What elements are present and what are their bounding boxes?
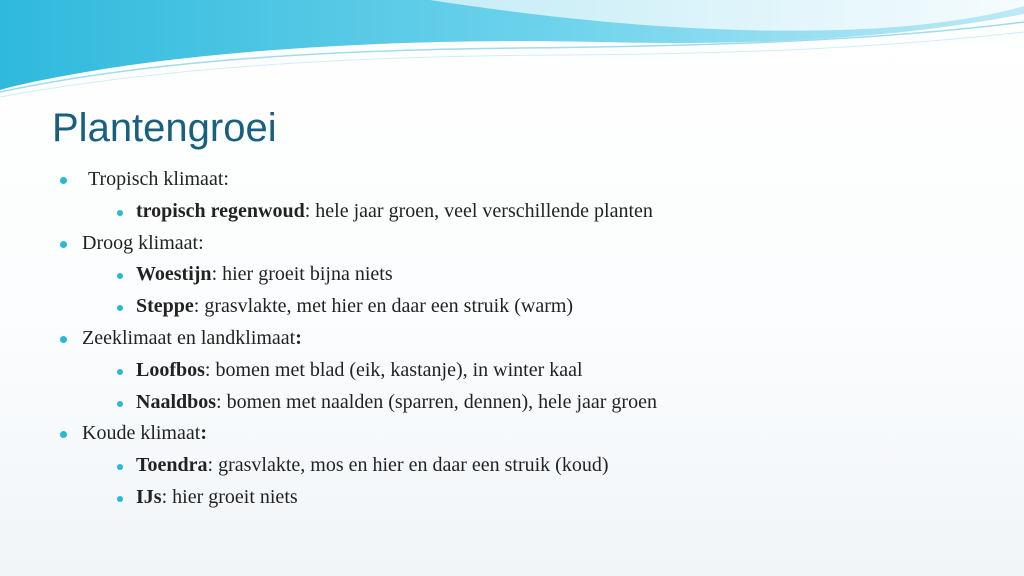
- list-item-description: : hier groeit niets: [161, 485, 298, 508]
- bullet-dot-icon: [60, 177, 67, 184]
- list-item-droog-klimaat: [0, 228, 1024, 260]
- list-item-koude-klimaat: [0, 418, 1024, 450]
- list-item-text: [136, 259, 393, 291]
- list-item-text: [82, 418, 207, 450]
- list-item-tropisch-klimaat: [0, 164, 1024, 196]
- list-item-text: [136, 387, 657, 419]
- bullet-dot-icon: [60, 336, 67, 343]
- list-item-woestijn: [0, 259, 1024, 291]
- list-item-colon: :: [295, 326, 302, 349]
- list-item-text: [136, 482, 298, 514]
- list-item-label: Koude klimaat: [82, 422, 201, 445]
- list-item-text: [82, 323, 302, 355]
- bullet-dot-icon: [117, 369, 123, 375]
- bullet-dot-icon: [117, 210, 123, 216]
- list-item-description: : hele jaar groen, veel verschillende planten: [304, 199, 653, 222]
- slide-title: Plantengroei: [52, 106, 277, 150]
- list-item-text: [136, 355, 583, 387]
- bullet-dot-icon: [117, 273, 123, 279]
- bullet-dot-icon: [60, 431, 67, 438]
- list-item-naaldbos: [0, 387, 1024, 419]
- list-item-loofbos: [0, 355, 1024, 387]
- header-wave-decoration: [0, 0, 1024, 100]
- list-item-colon: :: [200, 422, 207, 445]
- list-item-description: : bomen met naalden (sparren, dennen), hele jaar groen: [216, 390, 657, 413]
- list-item-term: IJs: [136, 485, 162, 508]
- bullet-dot-icon: [117, 401, 123, 407]
- list-item-tropisch-regenwoud: [0, 196, 1024, 228]
- list-item-description: : hier groeit bijna niets: [211, 263, 393, 286]
- list-item-term: Naaldbos: [136, 390, 217, 413]
- list-item-text: [136, 196, 653, 228]
- list-item-description: : grasvlakte, met hier en daar een struik (warm): [193, 295, 574, 318]
- list-item-text: Droog klimaat:: [82, 231, 204, 254]
- list-item-term: tropisch regenwoud: [136, 199, 305, 222]
- bullet-list: [0, 164, 1024, 514]
- list-item-label: Zeeklimaat en landklimaat: [82, 326, 296, 349]
- list-item-term: Steppe: [136, 295, 194, 318]
- list-item-text: [136, 291, 573, 323]
- list-item-text: Tropisch klimaat:: [88, 168, 229, 190]
- bullet-dot-icon: [117, 305, 123, 311]
- list-item-term: Loofbos: [136, 358, 205, 381]
- list-item-term: Toendra: [136, 454, 208, 477]
- list-item-term: Woestijn: [136, 263, 212, 286]
- list-item-steppe: [0, 291, 1024, 323]
- bullet-dot-icon: [117, 464, 123, 470]
- bullet-dot-icon: [60, 241, 67, 248]
- bullet-dot-icon: [117, 496, 123, 502]
- list-item-toendra: [0, 450, 1024, 482]
- list-item-description: : bomen met blad (eik, kastanje), in winter kaal: [204, 358, 583, 381]
- list-item-ijs: [0, 482, 1024, 514]
- list-item-description: : grasvlakte, mos en hier en daar een struik (koud): [207, 454, 609, 477]
- list-item-text: [136, 450, 609, 482]
- list-item-zeeklimaat: [0, 323, 1024, 355]
